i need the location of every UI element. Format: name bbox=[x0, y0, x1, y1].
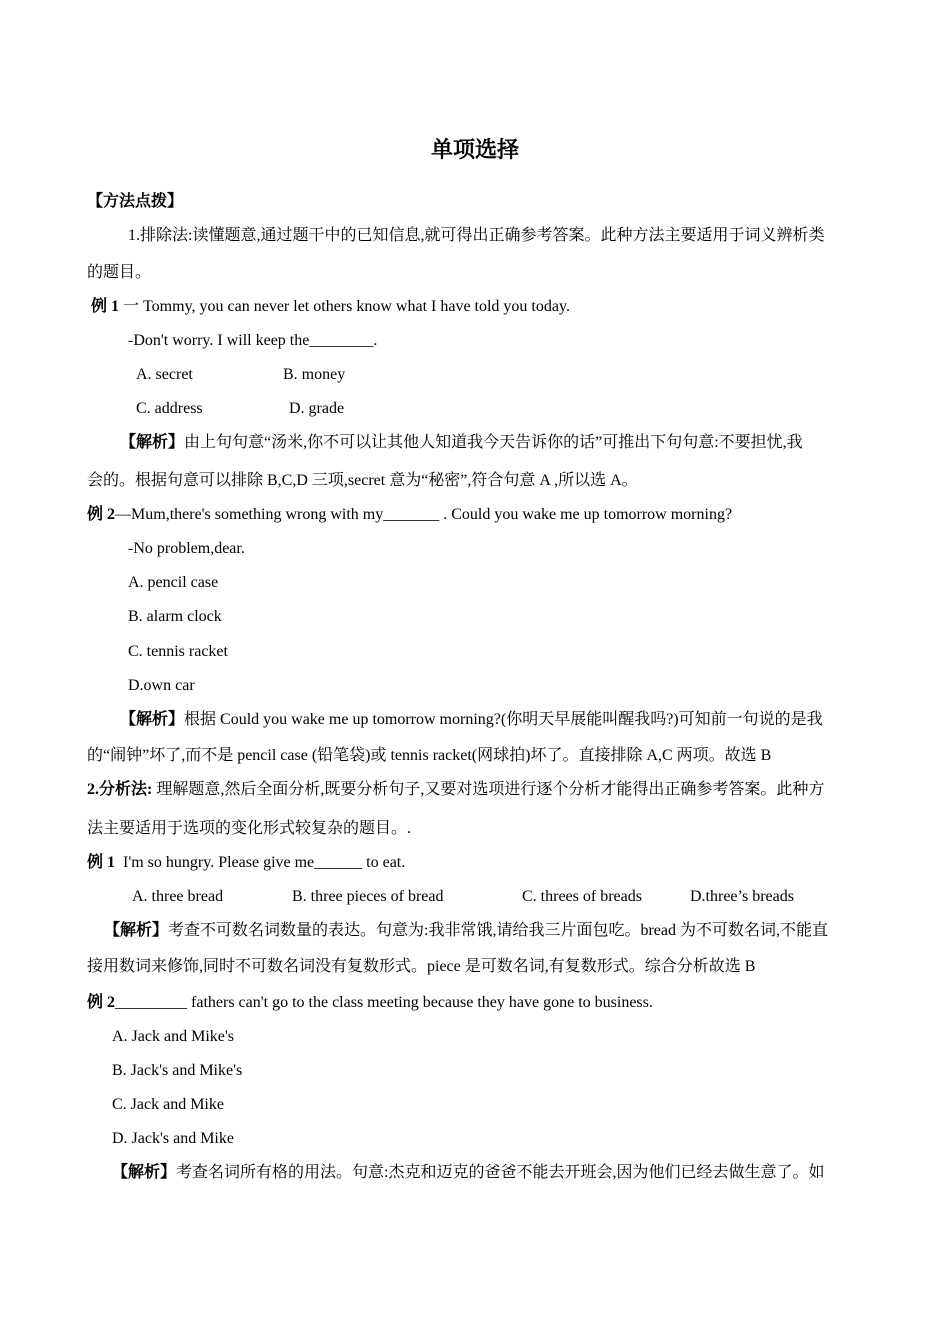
method2-intro-line2: 法主要适用于选项的变化形式较复杂的题目。. bbox=[87, 820, 412, 837]
m1-ex1-option-c: C. address bbox=[136, 400, 203, 417]
m2-ex1-option-d: D.three’s breads bbox=[690, 888, 794, 905]
m2-ex2-stem: _________ fathers can't go to the class meeting because they have gone to business. bbox=[115, 994, 653, 1011]
m1-ex1-option-a: A. secret bbox=[136, 366, 193, 383]
analysis-label: 【解析】 bbox=[120, 711, 185, 728]
m1-ex1-option-d: D. grade bbox=[289, 400, 345, 417]
m1-ex2-analysis-line1: 【解析】根据 Could you wake me up tomorrow morning?(你明天早展能叫醒我吗?)可知前一句说的是我 bbox=[120, 711, 823, 728]
analysis-label: 【解析】 bbox=[112, 1164, 177, 1181]
m2-ex2-label: 例 2 bbox=[87, 994, 116, 1011]
analysis-label: 【解析】 bbox=[120, 434, 185, 451]
m1-ex1-reply: -Don't worry. I will keep the________. bbox=[128, 332, 378, 349]
m2-ex1-question bbox=[87, 853, 405, 873]
m2-ex1-option-c: C. threes of breads bbox=[522, 888, 642, 905]
m1-ex1-option-b: B. money bbox=[283, 366, 346, 383]
m1-ex2-question bbox=[87, 505, 732, 525]
m1-ex1-stem: 一 Tommy, you can never let others know what I have told you today. bbox=[123, 298, 570, 315]
method1-intro-line2: 的题目。 bbox=[87, 264, 152, 281]
m1-ex1-question bbox=[91, 297, 570, 317]
m1-ex2-option-c: C. tennis racket bbox=[128, 643, 228, 660]
m1-ex2-analysis-line2: 的“闹钟”坏了,而不是 pencil case (铅笔袋)或 tennis racket(网球拍)坏了。直接排除 A,C 两项。故选 B bbox=[87, 747, 772, 764]
m2-ex2-option-c: C. Jack and Mike bbox=[112, 1096, 224, 1113]
m2-ex1-stem: I'm so hungry. Please give me______ to eat. bbox=[115, 854, 406, 871]
m2-ex1-analysis-line2: 接用数词来修饰,同时不可数名词没有复数形式。piece 是可数名词,有复数形式。综合分析故选 B bbox=[87, 958, 756, 975]
m2-ex2-option-a: A. Jack and Mike's bbox=[112, 1028, 234, 1045]
m1-ex2-option-a: A. pencil case bbox=[128, 574, 219, 591]
m2-ex1-label: 例 1 bbox=[87, 854, 116, 871]
m1-ex1-analysis-line2: 会的。根据句意可以排除 B,C,D 三项,secret 意为“秘密”,符合句意 A ,所以选 A。 bbox=[87, 472, 638, 489]
m1-ex2-reply: -No problem,dear. bbox=[128, 540, 245, 557]
m1-ex2-option-d: D.own car bbox=[128, 677, 195, 694]
m2-ex2-option-d: D. Jack's and Mike bbox=[112, 1130, 234, 1147]
method2-intro-line1: 2.分析法: 理解题意,然后全面分析,既要分析句子,又要对选项进行逐个分析才能得出正确参考答案。此种方 bbox=[87, 781, 825, 798]
m1-ex2-label: 例 2 bbox=[87, 506, 116, 523]
m1-ex2-option-b: B. alarm clock bbox=[128, 608, 222, 625]
method2-label: 2.分析法: bbox=[87, 781, 153, 798]
analysis-label: 【解析】 bbox=[104, 922, 169, 939]
method1-intro-line1: 1.排除法:读懂题意,通过题干中的已知信息,就可得出正确参考答案。此种方法主要适用于词义辨析类 bbox=[128, 227, 825, 244]
m2-ex2-option-b: B. Jack's and Mike's bbox=[112, 1062, 243, 1079]
m2-ex1-option-a: A. three bread bbox=[132, 888, 224, 905]
m1-ex1-analysis-line1: 【解析】由上句句意“汤米,你不可以让其他人知道我今天告诉你的话”可推出下句句意:不要担忧,我 bbox=[120, 434, 803, 451]
page-title: 单项选择 bbox=[430, 138, 519, 163]
m1-ex1-label: 例 1 bbox=[91, 298, 120, 315]
m2-ex1-option-b: B. three pieces of bread bbox=[292, 888, 444, 905]
m2-ex2-analysis-line1: 【解析】考查名词所有格的用法。句意:杰克和迈克的爸爸不能去开班会,因为他们已经去做生意了。如 bbox=[112, 1164, 825, 1181]
section-heading: 【方法点拨】 bbox=[87, 193, 184, 210]
m1-ex2-stem: —Mum,there's something wrong with my_______ . Could you wake me up tomorrow morning? bbox=[115, 506, 733, 523]
m2-ex2-question bbox=[87, 993, 653, 1013]
m2-ex1-analysis-line1: 【解析】考查不可数名词数量的表达。句意为:我非常饿,请给我三片面包吃。bread 为不可数名词,不能直 bbox=[104, 922, 828, 939]
